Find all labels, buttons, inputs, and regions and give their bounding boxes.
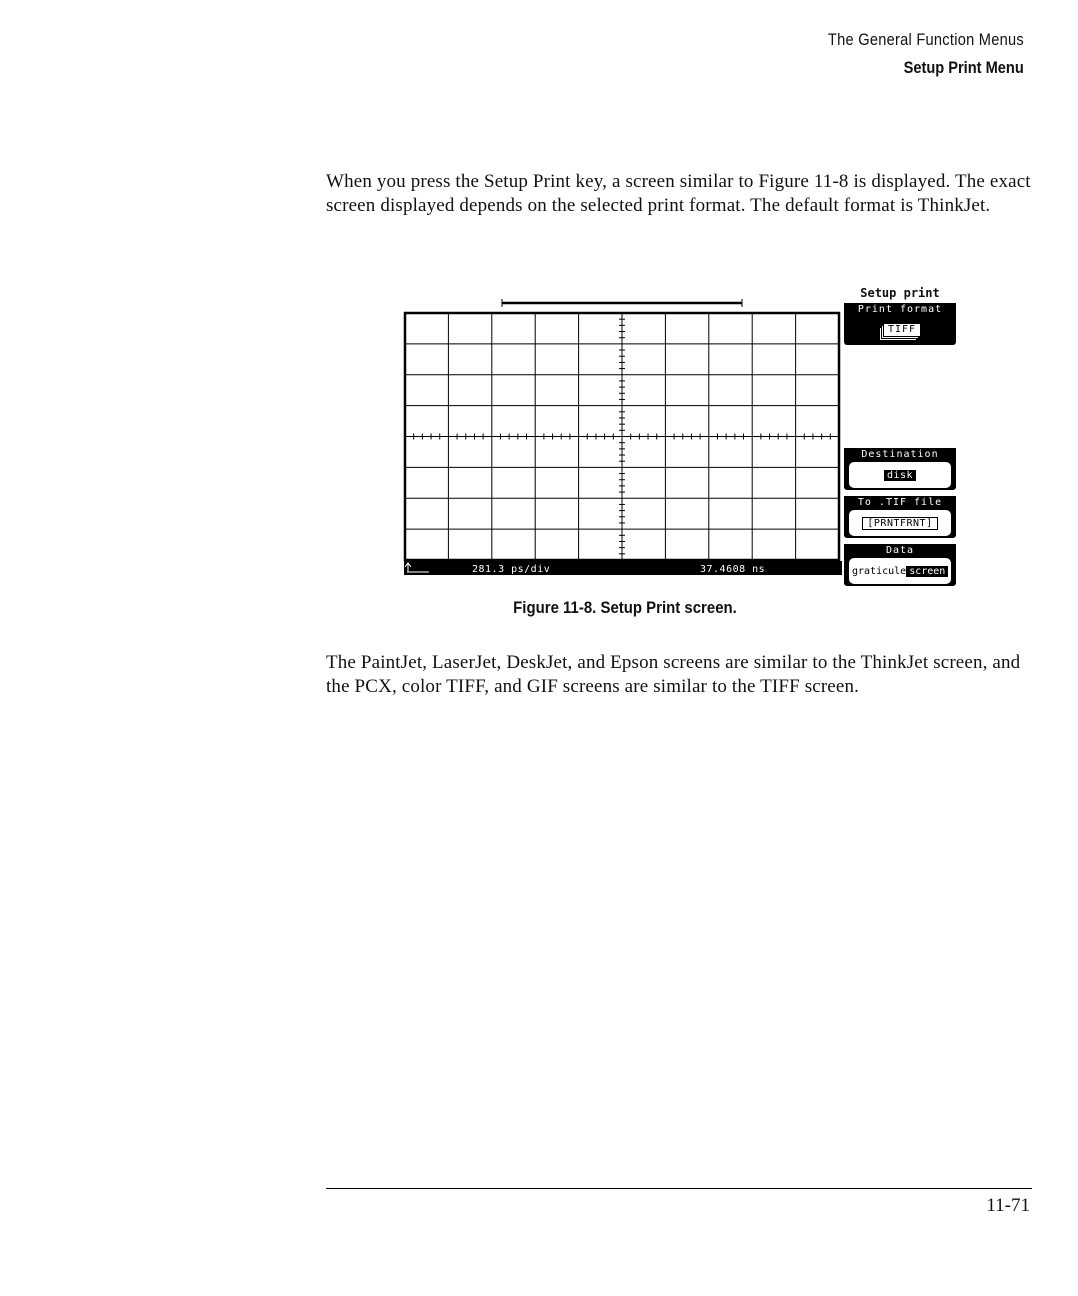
data-option-graticule[interactable]: graticule — [852, 565, 907, 577]
print-format-stack — [849, 317, 951, 343]
print-format-softkey[interactable] — [844, 303, 956, 345]
page-number: 11-71 — [986, 1195, 1030, 1216]
data-label: Data — [885, 545, 915, 556]
to-file-softkey[interactable] — [844, 496, 956, 538]
timebase-readout: 281.3 ps/div — [472, 564, 551, 575]
menu-title: Setup print — [860, 286, 940, 300]
figure-caption: Figure 11-8. Setup Print screen. — [513, 598, 737, 617]
data-options-box — [849, 558, 951, 584]
print-format-label: Print format — [857, 304, 943, 315]
status-bar — [404, 561, 842, 575]
scope-display — [402, 284, 842, 590]
followup-paragraph: The PaintJet, LaserJet, DeskJet, and Epson screens are similar to the ThinkJet screen, and the PCX, color TIFF, and GIF screens are similar to the TIFF screen. — [326, 652, 1021, 697]
setup-print-figure — [402, 284, 958, 590]
print-format-value: TIFF — [883, 323, 921, 337]
position-readout: 37.4608 ns — [700, 564, 766, 575]
data-softkey[interactable] — [844, 544, 956, 586]
data-option-screen[interactable]: screen — [906, 566, 948, 577]
chapter-title: The General Function Menus — [827, 30, 1024, 49]
footer-rule — [326, 1188, 1032, 1189]
to-file-value: [PRNTFRNT] — [862, 517, 937, 530]
destination-value-box — [849, 462, 951, 488]
destination-label: Destination — [861, 449, 939, 460]
section-title: Setup Print Menu — [903, 58, 1024, 77]
destination-value: disk — [884, 470, 916, 481]
to-file-value-box — [849, 510, 951, 536]
intro-paragraph: When you press the Setup Print key, a screen similar to Figure 11-8 is displayed. The exact screen displayed depends on the selected print format. The default format is ThinkJet. — [326, 171, 1031, 216]
to-file-label: To .TIF file — [857, 497, 943, 508]
destination-softkey[interactable] — [844, 448, 956, 490]
